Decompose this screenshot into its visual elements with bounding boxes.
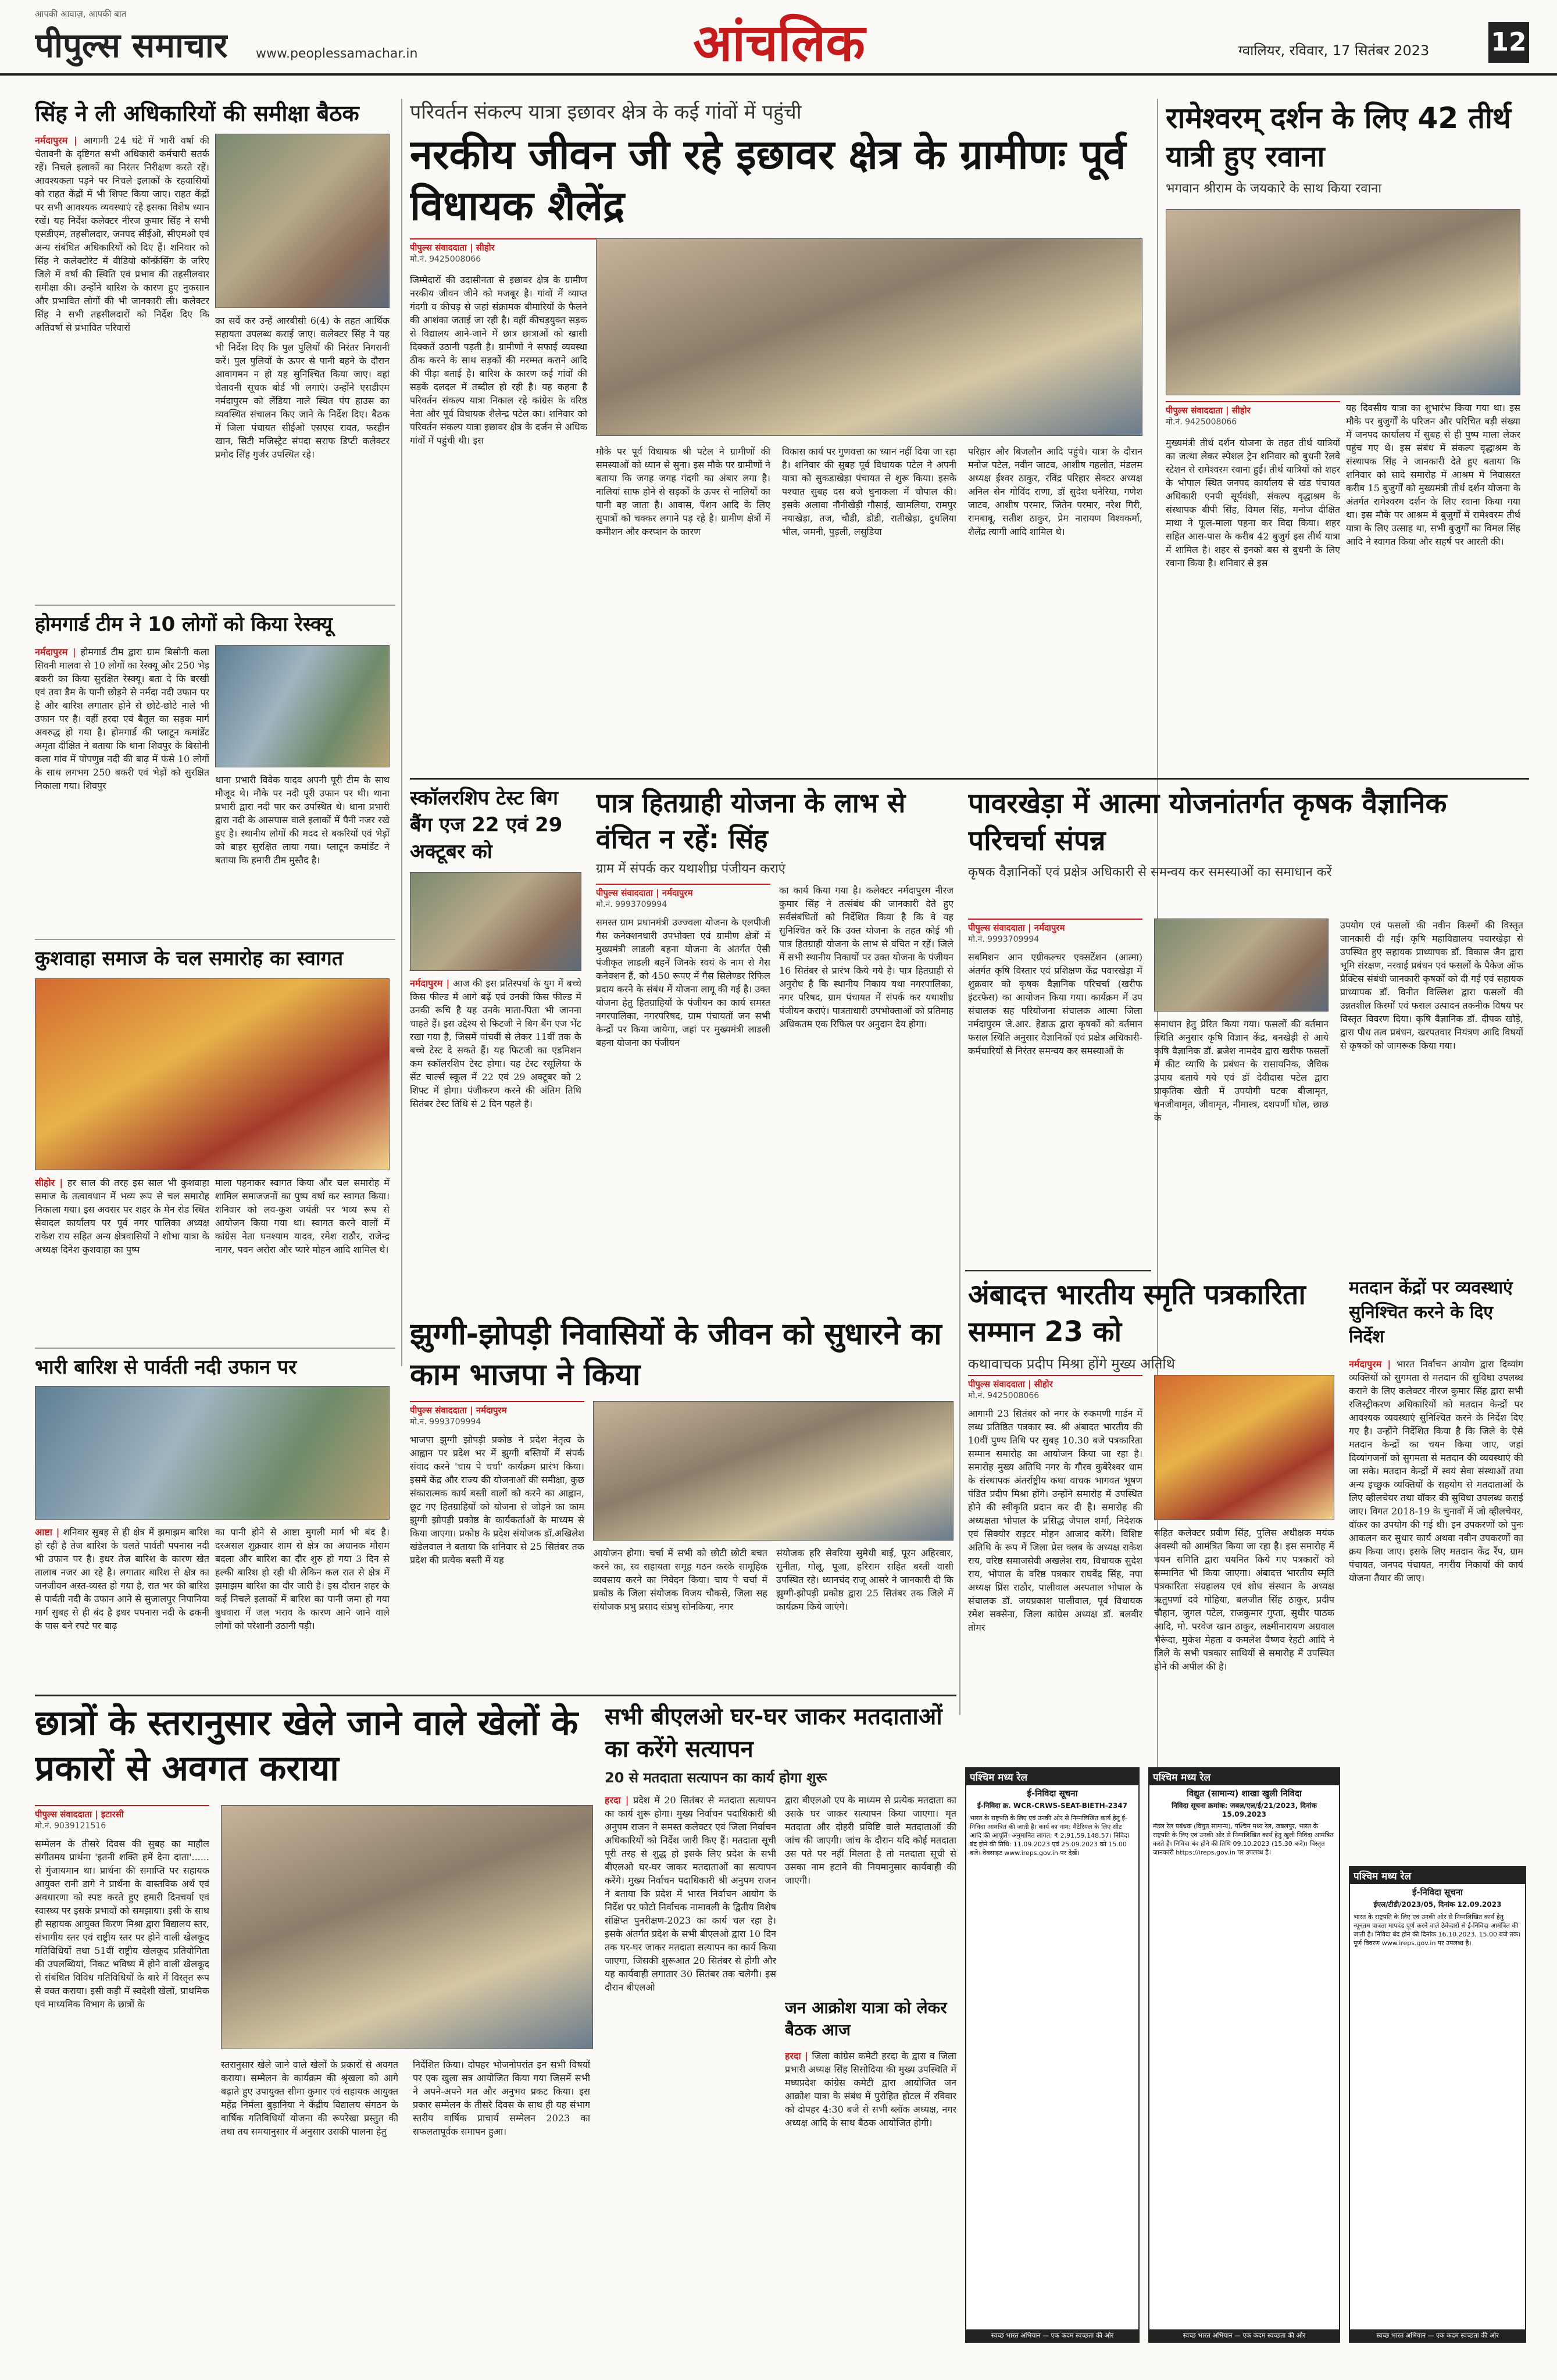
deck: ग्राम में संपर्क कर यथाशीघ्र पंजीयन कराएं: [596, 862, 785, 876]
headline: स्कॉलरशिप टेस्ट बिग बैंग एज 22 एवं 29 अक्टूबर को: [410, 787, 563, 863]
story-body: भाजपा झुग्गी झोपड़ी प्रकोष्ठ ने प्रदेश नेतृत्व के आह्वान पर प्रदेश भर में झुग्गी बस्तियों में संपर्क संवाद करने 'चाय पे चर्चा' कार्यक्रम प्रारंभ किया। इसमें केंद्र और राज्य की योजनाओं की समीक्षा, कुछ संकारात्मक कार्य बस्ती वालों को करने का आह्वान, छूट गए हितग्राहियों को योजना से जोड़ने का काम झुग्गी झोपड़ी प्रकोष्ठ के कार्यकर्ताओं के माध्यम से किया जाएगा। प्रकोष्ठ के प्रदेश संयोजक डॉ.अखिलेश खंडेलवाल ने बताया कि शनिवार से 25 सितंबर तक प्रदेश की प्रत्येक बस्ती में यह: [410, 1434, 584, 1566]
dateline-place: हरदा |: [785, 2050, 809, 2061]
reporter-phone: मो.नं. 9039121516: [35, 1821, 106, 1831]
dateline-place: नर्मदापुरम |: [1349, 1359, 1391, 1370]
reporter-phone: मो.नं. 9425008066: [410, 255, 481, 264]
reporter-phone: मो.नं. 9993709994: [968, 935, 1040, 944]
headline: जन आक्रोश यात्रा को लेकर बैठक आज: [785, 1998, 947, 2039]
story-body-continued: विकास कार्य पर गुणवत्ता का ध्यान नहीं दिया जा रहा है। शनिवार की सुबह पूर्व विधायक पटेल ने अपनी यात्रा को सुकडाखेड़ा पंचायत से शुरू किया। इसके पश्चात सुबह दस बजे धुनाकला में चौपाल की। इसके अलावा नौनीखेड़ी गौसाई, खामलिया, रामपुर नयाखेड़ा, तज, चौडी, डोडी, रातीखेड़ा, दुधलिया भील, जमनी, पुड़ली, लसुडिया: [782, 446, 956, 537]
story-pawarkheda-farmers: [968, 785, 1526, 1267]
story-slum-dwellers: [410, 1314, 956, 1651]
ad-reference: ई-निविदा क्र. WCR-CRWS-SEAT-BIETH-2347: [977, 1802, 1128, 1810]
story-body-continued: द्वारा बीएलओ एप के माध्यम से प्रत्येक मतदाता का उसके घर जाकर सत्यापन किया जाएगा। मृत मतदाता और दोहरी प्रविष्टि वाले मतदाताओं की जांच की जाएगी। जांच के दौरान यदि कोई मतदाता उस पते पर नहीं मिलता है तो मतदाता सूची से उसका नाम हटाने की नियमानुसार कार्यवाही की जाएगी।: [785, 1795, 956, 1886]
headline: नरकीय जीवन जी रहे इछावर क्षेत्र के ग्रामीणः पूर्व विधायक शैलेंद्र: [410, 131, 1126, 230]
ad-footer: स्वच्छ भारत अभियान — एक कदम स्वच्छता की ओर: [1350, 2329, 1525, 2342]
column-rule: [959, 930, 960, 1715]
story-body: प्रदेश में 20 सितंबर से मतदाता सत्यापन का कार्य शुरू होगा। मुख्य निर्वाचन पदाधिकारी श्री अनुपम राजन ने समस्त कलेक्टर एवं जिला निर्वाचन अधिकारियों को निर्देश जारी किए हैं। मतदाता सूची पूरी तरह से शुद्ध हो इसके लिए प्रदेश के सभी बीएलओ घर-घर जाकर मतदाताओं का सत्यापन करेंगे। मुख्य निर्वाचन पदाधिकारी श्री अनुपम राजन ने बताया कि प्रदेश में भारत निर्वाचन आयोग के निर्देश पर फोटो निर्वाचक नामावली के द्वितीय विशेष संक्षिप्त पुनरीक्षण-2023 का कार्य चल रहा है। इसके अंतर्गत प्रदेश के सभी बीएलओ द्वारा 10 दिन तक घर-घर जाकर मतदाता सत्यापन का कार्य किया जाएगा, जिसकी शुरूआत 20 सितंबर से होगी और यह कार्यवाही लगातार 30 सितंबर तक चलेगी। इस दौरान बीएलओ: [605, 1795, 776, 1993]
story-jan-akrosh: [785, 1997, 956, 2189]
story-gas-scheme: [596, 785, 956, 1308]
deck: कथावाचक प्रदीप मिश्रा होंगे मुख्य अतिथि: [968, 1356, 1175, 1372]
headline: भारी बारिश से पार्वती नदी उफान पर: [35, 1356, 297, 1379]
headline: मतदान केंद्रों पर व्यवस्थाएं सुनिश्चित करने के दिए निर्देश: [1349, 1278, 1513, 1347]
story-body: आगामी 23 सितंबर को नगर के रुकमणी गार्डन में लब्ध प्रतिष्ठित पत्रकार स्व. श्री अंबादत भारतीय की 10वीं पुण्य तिथि पर सुबह 10.30 बजे पत्रकारिता सम्मान समारोह का आयोजन किया जा रहा है। समारोह मुख्य अतिथि नगर के गौरव कुबेरेश्वर धाम के संस्थापक अंतर्राष्ट्रीय कथा वाचक भागवत भूषण पंडित प्रदीप मिश्रा होंगे। उन्होंने समारोह में उपस्थित होने की स्वीकृति प्रदान कर दी है। समारोह की अध्यक्षता भोपाल के प्रसिद्ध जैपाल शर्मा, निदेशक एवं सिक्योर राइटर मोहन आजाद करेंगे। विशिष्ट अतिथि के रूप में जिला प्रेस क्लब के अध्यक्ष राकेश राय, वरिष्ठ समाजसेवी अखलेश राय, विधायक सुदेश राय, भोपाल के वरिष्ठ पत्रकार राघवेंद्र सिंह, नपा अध्यक्ष प्रिंस राठौर, पालीवाल अस्पताल भोपाल के संचालक डॉ. जयप्रकाश पालीवाल, पूर्व विधायक रमेश सक्सेना, जिला कांग्रेस अध्यक्ष डॉ. बलवीर तोमर: [968, 1408, 1142, 1633]
ad-body: भारत के राष्ट्रपति के लिए एवं उनकी ओर से निम्नलिखित कार्य हेतु ई-निविदा आमंत्रित की जाती है। कार्य का नाम: मैटेरियल के लिए सीट आदि की आपूर्ति। अनुमानित लागत: ₹ 2,91,59,148.57। निविदा बंद होने की तिथि: 11.09.2023 एवं 25.09.2023 को 15.00 बजे। वेबसाइट www.ireps.gov.in पर देखें।: [970, 1814, 1129, 1857]
photo-rescue: [215, 645, 390, 767]
story-body-continued: का कार्य किया गया है। कलेक्टर नर्मदापुरम नीरज कुमार सिंह ने तत्संबंध की जानकारी देते हुए सर्वसंबंधितों को निर्देशित किया है कि वे यह सुनिश्चित करें कि उक्त योजना के तहत कोई भी पात्र हितग्राही योजना के लाभ से वंचित न रहें। जिले में सभी स्थानीय निकायों पर उक्त योजना के पंजीयन 16 सितंबर से प्रारंभ किये गये है। पात्र हितग्राही से अनुरोध है कि स्थानीय निकाय यथा नगरपालिका, नगर परिषद, ग्राम पंचायत में संपर्क कर यथाशीघ्र पंजीयन कराएं। पात्रताधारी उपभोक्ताओं को प्रतिमाह अधिकतम एक रिफिल पर अनुदान देय होगा।: [779, 885, 954, 1030]
railway-tender-ad[interactable]: [965, 1767, 1140, 2343]
story-body-continued: आयोजन होगा। चर्चा में सभी को छोटी छोटी बचत करने का, स्व सहायता समूह गठन करके सामूहिक व्यवसाय करने का निवेदन किया। चाय पे चर्चा में प्रकोष्ठ के जिला संयोजक विजय चौकसे, जिला सह संयोजक प्रभु प्रसाद संप्रभु सोनकिया, नगर: [593, 1548, 767, 1612]
railway-tender-ad[interactable]: [1148, 1767, 1340, 2343]
dateline-place: नर्मदापुरम |: [35, 135, 77, 146]
story-body: जिम्मेदारों की उदासीनता से इछावर क्षेत्र के ग्रामीण नरकीय जीवन जीने को मजबूर है। गांवों में व्याप्त गंदगी व कीचड़ से जहां संक्रामक बीमारियों के फैलने की आशंका जताई जा रही है। वहीं कीचड़युक्त सड़क से विद्यालय आने-जाने में छात्र छात्राओं को खासी दिक्कतें उठानी पड़ती है। ग्रामीणों ने सफाई व्यवस्था ठीक करने के साथ सड़कों की मरम्मत कराने आदि की पीड़ा बताई है। बारिश के कारण कई गांवों की सड़कें दलदल में तब्दील हो रही है। यह कहना है परिवर्तन संकल्प यात्रा निकाल रहे कांग्रेस के वरिष्ठ नेता और पूर्व विधायक शैलेन्द्र पटेल का। शनिवार को परिवर्तन संकल्प यात्रा इछावर क्षेत्र के दर्जन से अधिक गांवों में पहुंची थी। इस: [410, 274, 587, 446]
headline: झुग्गी-झोपड़ी निवासियों के जीवन को सुधारने का काम भाजपा ने किया: [410, 1317, 942, 1392]
ad-subtitle: ई-निविदा सूचना: [1027, 1788, 1078, 1799]
story-body-continued: का सर्वे कर उन्हें आरबीसी 6(4) के तहत आर्थिक सहायता उपलब्ध कराई जाए। कलेक्टर सिंह ने यह भी निर्देश दिए कि पुल पुलियों की निरंतर निगरानी करें। पुल पुलियों के ऊपर से पानी बहने के दौरान आवागमन न हो यह सुनिश्चित किया जाए। वहां चेतावनी सूचक बोर्ड भी लगाएं। उन्होंने एसडीएम नर्मदापुरम को लेंडिया नाले स्थित पंप हाउस का व्यवस्थित संचालन किए जाने के निर्देश दिए। बैठक में जिला पंचायत सीईओ एसएस रावत, फरहीन खान, सिटी मजिस्ट्रेट संपदा सराफ डिप्टी कलेक्टर प्रमोद सिंह गुर्जर उपस्थित रहे।: [215, 315, 390, 460]
ad-subtitle: विद्युत (सामान्य) शाखा खुली निविदा: [1187, 1788, 1302, 1799]
story-body: सबमिशन आन एग्रीकल्चर एक्सटेंशन (आत्मा) अंतर्गत कृषि विस्तार एवं प्रशिक्षण केंद्र पवारखेड़ा में शुक्रवार को कृषक वैज्ञानिक परिचर्चा (खरीफ इंटरफेस) का आयोजन किया गया। कार्यक्रम में उप संचालक सह परियोजना संचालक आत्मा जिला नर्मदापुरम जे.आर. हेडाऊ द्वारा कृषकों को वर्तमान फसल स्थिति अनुसार वैज्ञानिकों एवं प्रक्षेत्र अधिकारी-कर्मचारियों से निरंतर समन्वय कर समस्याओं के: [968, 952, 1142, 1056]
headline: कुशवाहा समाज के चल समारोह का स्वागत: [35, 947, 344, 970]
headline: सभी बीएलओ घर-घर जाकर मतदाताओं का करेंगे सत्यापन: [605, 1703, 942, 1763]
ad-title: पश्चिम मध्य रेल: [966, 1768, 1138, 1785]
story-body-continued: स्तरानुसार खेले जाने वाले खेलों के प्रकारों से अवगत कराया। सम्मेलन के कार्यक्रम की श्रृंखला को आगे बढ़ाते हुए उपायुक्त सीमा कुमार एवं सहायक आयुक्त महेंद्र निर्मला बुड़ानिया ने केंद्रीय विद्यालय संगठन के वार्षिक गतिविधियों योजना की रूपरेखा प्रस्तुत की तथा तय समयानुसार में अनुसार उसकी पालना हेतु: [221, 2059, 398, 2137]
dateline-place: नर्मदापुरम |: [35, 646, 76, 657]
deck: भगवान श्रीराम के जयकारे के साथ किया रवाना: [1166, 181, 1382, 196]
divider: [35, 939, 395, 940]
story-body: जिला कांग्रेस कमेटी हरदा के द्वारा व जिला प्रभारी अध्यक्ष सिंह सिसोदिया की मुख्य उपस्थिति में मध्यप्रदेश कांग्रेस कमेटी द्वारा आयोजित जन आक्रोश यात्रा के संबंध में पुरोहित होटल में रविवार को दोपहर 4:30 बजे से सभी ब्लॉक अध्यक्ष, नगर अध्यक्ष आदि के साथ बैठक आयोजित होगी।: [785, 2050, 956, 2128]
story-body-continued: उपयोग एवं फसलों की नवीन किस्मों की विस्तृत जानकारी दी गई। कृषि महाविद्यालय पवारखेड़ा से उपस्थित हुए सहायक प्राध्यापक डॉ. विकास जैन द्वारा भूमि संरक्षण, नरवाई प्रबंधन एवं फसलों के पैकेज ऑफ प्रैक्टिस संबंधी जानकारी कृषकों को दी गई एवं सहायक प्राध्यापक डॉ. विनीत विल्लिश द्वारा फसलों की उन्नतशील किस्मों एवं फसल उत्पादन तकनीक विषय पर विस्तृत विवरण दिया। कृषि वैज्ञानिक डॉ. दीपक खोड़े, द्वारा पौध तत्व प्रबंधन, खरपतवार नियंत्रण आदि विषयों से कृषकों को जागरूक किया गया।: [1340, 920, 1523, 1051]
section-title: आंचलिक: [693, 13, 865, 73]
photo-collector: [215, 134, 390, 308]
page-number: 12: [1488, 22, 1529, 63]
reporter-phone: मो.नं. 9425008066: [968, 1391, 1040, 1400]
story-body: आज की इस प्रतिस्पर्धा के युग में बच्चे किस फील्ड में आगे बढ़ें एवं उनकी किस फील्ड में उनकी रूचि है यह उनके माता-पिता भी जानना चाहते हैं। इस उद्देश्य से फिटजी ने बिग बैंग एज भेंट रखा गया है, जिसमें पांचवीं से लेकर 11वीं तक के बच्चे टेस्ट दे सकते हैं। यह फिटजी का एडमिशन कम स्कॉलरशिप टेस्ट होगा। यह टेस्ट रसूलिया के सेंट चार्ल्स स्कूल में 22 एवं 29 अक्टूबर को 2 शिफ्ट में होगा। पंजीकरण करने की अंतिम तिथि सितंबर टेस्ट तिथि से 2 दिन पहले है।: [410, 978, 581, 1109]
headline: होमगार्ड टीम ने 10 लोगों को किया रेस्क्यू: [35, 613, 333, 636]
photo-pilgrims: [1166, 209, 1520, 395]
photo-chai-pe-charcha: [593, 1401, 954, 1541]
reporter-phone: मो.नं. 9425008066: [1166, 417, 1237, 427]
photo-pradeep-mishra: [1154, 1375, 1334, 1520]
byline: पीपुल्स संवाददाता | नर्मदापुरम: [596, 884, 770, 899]
headline: अंबादत्त भारतीय स्मृति पत्रकारिता सम्मान 23 को: [968, 1278, 1306, 1348]
story-kushwaha-procession: [35, 945, 395, 1346]
headline: छात्रों के स्तरानुसार खेले जाने वाले खेलों के प्रकारों से अवगत कराया: [35, 1703, 578, 1789]
story-sports-conference: [35, 1700, 599, 2346]
ad-subtitle: ई-निविदा सूचना: [1412, 1887, 1463, 1897]
story-body-continued: सहित कलेक्टर प्रवीण सिंह, पुलिस अधीक्षक मयंक अवस्थी को आमंत्रित किया जा रहा है। इस समारोह में चयन समिति द्वारा चयनित किये गए पत्रकारों को सम्मानित भी किया जाएगा। अंबादत्त भारतीय स्मृति पत्रकारिता संग्रहालय एवं शोध संस्थान के अध्यक्ष ऋतुपर्णा दवे गोहिया, बलजीत सिंह ठाकुर, प्रदीप चौहान, जुगल पटेल, राजकुमार गुप्ता, सुधीर पाठक आदि, मो. परवेज खान ठाकुर, लक्ष्मीनारायण अग्रवाल भैरूंदा, मुकेश मेहता व कमलेश वैष्णव रेहटी आदि ने जिले के सभी पत्रकार साथियों से समारोह में उपस्थित होने की अपील की है।: [1154, 1527, 1334, 1672]
headline: पात्र हितग्राही योजना के लाभ से वंचित न रहें: सिंह: [596, 787, 906, 855]
railway-tender-ad[interactable]: [1349, 1866, 1526, 2343]
divider: [35, 1348, 395, 1349]
story-body: आगामी 24 घंटे में भारी वर्षा की चेतावनी के दृष्टिगत सभी अधिकारी कर्मचारी सतर्क रहें। निचले इलाकों का निरंतर निरीक्षण करते रहें। आवश्यकता पड़ने पर निचले इलाकों के रहवासियों को राहत केंद्रों में भी शिफ्ट किया जाए। राहत केंद्रों पर सभी आवश्यक व्यवस्थाएं रहे इसका विशेष ध्यान रखें। यह निर्देश कलेक्टर नीरज कुमार सिंह ने सभी एसडीएम, तहसीलदार, जनपद सीईओ, सीएमओ एवं अन्य संबंधित अधिकारियों को दिए हैं। शनिवार को सिंह ने कलेक्टोरेट में वीडियो कॉन्फ्रेंसिंग के जरिए जिले में वर्षा की स्थिति एवं प्रभाव की तहसीलवार समीक्षा की। उन्होंने बारिश के कारण हुए नुकसान और प्रभावित लोगों की भी जानकारी ली। कलेक्टर सिंह ने सभी तहसीलदारों को निर्देश दिए कि अतिवर्षा से प्रभावित परिवारों: [35, 135, 209, 333]
story-body-continued: समाधान हेतु प्रेरित किया गया। फसलों की वर्तमान स्थिति अनुसार कृषि विज्ञान केंद्र, बनखेड़ी से आये कृषि वैज्ञानिक डॉ. ब्रजेश नामदेव द्वारा खरीफ फसलों में कीट व्याधि के प्रबंधन के रासायनिक, जैविक उपाय बताये गये एवं डॉ देवीदास पटेल द्वारा प्राकृतिक खेती में उपयोगी घटक बीजामृत, घनजीवामृत, जीवामृत, नीमास्त्र, दशपर्णी घोल, छाछ के: [1154, 1019, 1329, 1123]
site-url[interactable]: www.peoplessamachar.in: [256, 47, 418, 61]
dateline-place: सीहोर |: [35, 1177, 63, 1188]
deck: कृषक वैज्ञानिकों एवं प्रक्षेत्र अधिकारी से समन्वय कर समस्याओं का समाधान करें: [968, 865, 1332, 880]
story-body-continued: थाना प्रभारी विवेक यादव अपनी पूरी टीम के साथ मौजूद थे। मौके पर नदी पूरी उफान पर थी। थाना प्रभारी द्वारा नदी पार कर उपस्थित थे। थाना प्रभारी द्वारा नदी के आसपास वाले इलाकों में पैनी नजर रखे हुए है। स्थानीय लोगों की मदद से बकरियों एवं भेड़ों को बाहर सुरक्षित लाया गया। प्लाटून कमांडेंट ने बताया कि हमारी टीम मुस्तैद है।: [215, 774, 390, 866]
story-body: हर साल की तरह इस साल भी कुशवाहा समाज के तत्वावधान में भव्य रूप से चल समारोह निकाला गया। इस अवसर पर शहर के मेन रोड स्थित सेवादल कार्यालय पर पूर्व नगर पालिका अध्यक्ष राकेश राय सहित अन्य क्षेत्रवासियों ने शोभा यात्रा के अध्यक्ष दिनेश कुशवाहा का पुष्प: [35, 1177, 209, 1255]
dateline-place: हरदा |: [605, 1795, 629, 1806]
divider: [965, 778, 1529, 780]
story-body: मुख्यमंत्री तीर्थ दर्शन योजना के तहत तीर्थ यात्रियों का जत्था लेकर स्पेशल ट्रेन शनिवार को बुधनी रेलवे स्टेशन से रामेश्वरम रवाना हुई। तीर्थ यात्रियों को शहर के भोपाल स्थित जनपद कार्यालय से खंड पंचायत अधिकारी एनपी सूर्यवंशी, संकल्प वृद्धाश्रम के संस्थापक बीपी सिंह, विमल सिंह, मनोज दीक्षित माथा ने फूल-माला पहना कर विदा किया। शहर सहित आस-पास के करीब 42 बुजुर्ग इस तीर्थ यात्रा में शामिल है। शहर से इनको बस से बुधनी के लिए रवाना किया है। शनिवार से इस: [1166, 437, 1340, 569]
photo-scholarship: [410, 872, 581, 971]
story-review-meeting: [35, 99, 395, 605]
byline: पीपुल्स संवाददाता | नर्मदापुरम: [968, 919, 1142, 934]
story-ambadatt-award: [968, 1276, 1340, 1759]
ad-footer: स्वच्छ भारत अभियान — एक कदम स्वच्छता की ओर: [1149, 2329, 1339, 2342]
divider: [35, 1695, 956, 1696]
ad-title: पश्चिम मध्य रेल: [1350, 1867, 1525, 1884]
story-body: होमगार्ड टीम द्वारा ग्राम बिसोनी कला सिवनी मालवा से 10 लोगों का रेस्क्यू और 250 भेड़ बकरी का किया सुरक्षित रेस्क्यू। बता दे कि बरखी एवं तवा डैम के पानी छोड़ने से नर्मदा नदी उफान पर है और बारिश लगातार होने से छोटे-छोटे नाले भी उफान पर है। वहीं हरदा एवं बैतूल का सड़क मार्ग अवरुद्ध हो गया है। होमगार्ड की प्लाटून कमांडेंट अमृता दीक्षित ने बताया कि थाना शिवपुर के बिसोनी कला गांव में पोपणुन्न नदी की बाढ़ में फंसे 10 लोगों के साथ लगभग 250 बकरी एवं भेड़ों को सुरक्षित निकाला गया। शिवपुर: [35, 646, 209, 791]
byline: पीपुल्स संवाददाता | सीहोर: [968, 1375, 1142, 1390]
ad-title: पश्चिम मध्य रेल: [1149, 1768, 1339, 1785]
reporter-phone: मो.नं. 9993709994: [596, 900, 667, 909]
dateline-place: आष्टा |: [35, 1527, 60, 1538]
ad-footer: स्वच्छ भारत अभियान — एक कदम स्वच्छता की ओर: [966, 2329, 1138, 2342]
ad-body: भारत के राष्ट्रपति के लिए एवं उनकी ओर से निम्नलिखित कार्य हेतु न्यूनतम पात्रता मापदंड पूर्ण करने वाले ठेकेदारों से ई-निविदा आमंत्रित की जाती है। निविदा बंद होने की दिनांक 16.10.2023, 15.00 बजे तक। पूर्ण विवरण www.ireps.gov.in पर उपलब्ध है।: [1354, 1913, 1521, 1947]
story-scholarship-test: [410, 785, 584, 1308]
story-body-continued: का पानी होने से आष्टा मुगली मार्ग भी बंद है। दरअसल शुक्रवार शाम से क्षेत्र का अचानक मौसम बदला और बारिश का दौर शुरु हो गया 3 दिन से हल्की बारिश हो रही थी लेकिन कल रात से क्षेत्र में झमाझम बारिश का दौर जारी है। इस दौरान शहर के कई निचले इलाकों में बारिश का पानी जमा हो गया बुधवारा में जल भराव के कारण आने जाने वाले लोगों को परेशानी उठानी पड़ी।: [215, 1527, 390, 1631]
column-rule: [401, 99, 402, 1366]
byline: पीपुल्स संवाददाता | नर्मदापुरम: [410, 1401, 584, 1416]
ad-body: मंडल रेल प्रबंधक (विद्युत सामान्य), पश्चिम मध्य रेल, जबलपुर, भारत के राष्ट्रपति के लिए एवं उनकी ओर से निम्नलिखित कार्य हेतु खुली निविदा आमंत्रित करते हैं। निविदा बंद होने की तिथि 09.10.2023 (15.30 बजे)। विस्तृत जानकारी https://ireps.gov.in पर उपलब्ध है।: [1153, 1822, 1334, 1856]
deck: 20 से मतदाता सत्यापन का कार्य होगा शुरू: [605, 1770, 827, 1786]
headline: पावरखेड़ा में आत्मा योजनांतर्गत कृषक वैज्ञानिक परिचर्चा संपन्न: [968, 787, 1447, 857]
headline: रामेश्वरम् दर्शन के लिए 42 तीर्थ यात्री हुए रवाना: [1166, 101, 1511, 173]
reporter-phone: मो.नं. 9993709994: [410, 1417, 481, 1427]
photo-procession: [35, 978, 390, 1170]
story-polling-booths: [1349, 1276, 1526, 1857]
divider: [35, 605, 395, 606]
masthead: [0, 0, 1557, 76]
story-parvati-flood: [35, 1353, 395, 1691]
story-body-continued: निर्देशित किया। दोपहर भोजनोपरांत इन सभी विषयों पर एक खुला सत्र आयोजित किया गया जिसमें सभी ने अपने-अपने मत और अनुभव प्रकट किया। इस प्रकार सम्मेलन के तीसरे दिवस के साथ ही यह संभाग स्तरीय वार्षिक प्राचार्य सम्मेलन 2023 का सफलतापूर्वक समापन हुआ।: [413, 2059, 590, 2137]
story-body: शनिवार सुबह से ही क्षेत्र में झमाझम बारिश हो रही है तेज बारिश के चलते पार्वती पपनास नदी भी उफान पर है। इधर तेज बारिश के कारण खेत तालाब नजर आ रहे है। लगातार बारिश से क्षेत्र का जनजीवन अस्त-व्यस्त हो गया है, रात भर की बारिश से पार्वती नदी के उफान आने से सुजालपुर निपानिया मार्ग सुबह से ही बंद है इधर पपनास नदी के ढकनी के पास बने रपटे पर बाढ़: [35, 1527, 209, 1631]
byline: पीपुल्स संवाददाता | सीहोर: [410, 238, 631, 253]
story-body: समस्त ग्राम प्रधानमंत्री उज्ज्वला योजना के एलपीजी गैस कनेक्शनधारी उपभोक्ता एवं ग्रामीण क्षेत्रों में मुख्यमंत्री लाडली बहना योजना के अंतर्गत ऐसी पंजीकृत लाडली बहनें जिनके स्वयं के नाम से गैस कनेक्शन हैं, को 450 रूपए में गैस सिलेण्डर रिफिल प्रदाय करने के संबंध में योजना लागू की गई है। उक्त योजना हेतु हितग्राहियों के पंजीयन का कार्य समस्त नगरपालिका, नगरपरिषद, ग्राम पंचायतों जन सभी केन्द्रों पर किया जायेगा, जहां पर मुख्यमंत्री लाडली बहना योजना का पंजीयन: [596, 917, 770, 1048]
ad-reference: ईएल/टीडी/2023/05, दिनांक 12.09.2023: [1373, 1900, 1502, 1909]
story-body-continued: संयोजक हरि सेवरिया सुमेधी बाई, पूरन अहिरवार, सुनीता, गोलू, पूजा, हरिराम सहित बस्ती वासी उपस्थित रहे। ध्यानचंद राजू आसरे ने जानकारी दी कि झुग्गी-झोपड़ी प्रकोष्ठ द्वारा 25 सितंबर तक जिले में कार्यक्रम किये जाएंगे।: [776, 1548, 954, 1612]
story-lead-ichhawar: [410, 99, 1148, 773]
dateline-place: नर्मदापुरम |: [410, 978, 450, 989]
photo-chaupal: [596, 238, 1142, 436]
story-body-continued: यह दिवसीय यात्रा का शुभारंभ किया गया था। इस मौके पर बुजुर्गों के परिजन और परिचित बड़ी संख्या में जनपद कार्यालय में सुबह से ही पुष्प माला लेकर पहुंच गए थे। इस संबंध में संकल्प वृद्धाश्रम के संस्थापक सिंह ने जानकारी देते हुए बताया कि शनिवार को सादे समारोह में आश्रम में निवासरत करीब 15 बुजुर्गों को मुख्यमंत्री तीर्थ दर्शन योजना के अंतर्गत रामेश्वरम दर्शन के लिए रवाना किया गया था। इस मौके पर आश्रम में बुजुर्गों में रामेश्वरम तीर्थ यात्रा के लिए उत्साह था, सभी बुजुर्गों का विमल सिंह आदि ने स्वागत किया और सहर्ष पर आरती की।: [1346, 402, 1520, 547]
story-body: भारत निर्वाचन आयोग द्वारा दिव्यांग व्यक्तियों को सुगमता से मतदान की सुविधा उपलब्ध कराने के लिए कलेक्टर नीरज कुमार सिंह द्वारा सभी रजिस्ट्रीकरण अधिकारियों को मतदान केन्द्रों पर आवश्यक व्यवस्थाएं सुनिश्चित करने के निर्देश दिए गए है। उन्होंने निर्देशित किया है कि जिले के ऐसे मतदान केन्द्रों का चयन किया जाए, जहां दिव्यांगजनों को सुगमता से मतदान की व्यवस्थाएं की जा सके। मतदान केन्द्रों में स्वयं सेवा संस्थाओं तथा अन्य इच्छुक व्यक्तियों के सहयोग से मतदाताओं के लिए व्हीलचेयर तथा वॉकर की सुविधा उपलब्ध कराई जाए। विगत 2018-19 के चुनावों में जो व्हीलचेयर, वॉकर का उपयोग की गई थी। इन उपकरणों को पुनः आकलन कर सुधार कार्य अथवा नवीन उपकरणों का क्रय किया जाए। इसके लिए मतदान केंद्र रैंप, ग्राम पंचायत, जनपद पंचायत, नगरीय निकायों की कार्य योजना तैयार की जाए।: [1349, 1359, 1523, 1584]
photo-farmers-meet: [1154, 919, 1329, 1012]
byline: पीपुल्स संवाददाता | सीहोर: [1166, 401, 1340, 416]
story-homeguard-rescue: [35, 610, 395, 936]
brand-tagline: आपकी आवाज़, आपकी बात: [35, 9, 127, 19]
headline: सिंह ने ली अधिकारियों की समीक्षा बैठक: [35, 101, 359, 126]
photo-river: [35, 1386, 390, 1520]
story-body-continued: माला पहनाकर स्वागत किया और चल समारोह में शामिल समाजजनों का पुष्प वर्षा कर स्वागत किया। शनिवार को लव-कुश जयंती पर भव्य रूप से आयोजन किया गया था। स्वागत करने वालों में कांग्रेस नेता घनश्याम यादव, रमेश राठौर, राजेन्द्र नागर, पवन अरोरा और प्यारे मोहन आदि शामिल थे।: [215, 1177, 390, 1255]
kicker: परिवर्तन संकल्प यात्रा इछावर क्षेत्र के कई गांवों में पहुंची: [410, 101, 802, 124]
story-body-continued: मौके पर पूर्व विधायक श्री पटेल ने ग्रामीणों की समस्याओं को ध्यान से सुना। इस मौके पर ग्रामीणों ने बताया कि जगह जगह गंदगी का अंबार लगा है। नालियां साफ होने से सड़कों के ऊपर से नालियों का पानी बह जाता है। आवास, पेंशन आदि के लिए सुपात्रों को चक्कर लगाने पड़ रहे है। ग्रामीण क्षेत्रों में कमीशन और करप्शन के कारण: [596, 446, 770, 537]
byline: पीपुल्स संवाददाता | इटारसी: [35, 1805, 209, 1820]
ad-reference: निविदा सूचना क्रमांक: जबल/एल/ई/21/2023, दिनांक 15.09.2023: [1172, 1802, 1317, 1818]
story-body-continued: परिहार और बिजलौन आदि पहुंचे। यात्रा के दौरान मनोज पटेल, नवीन जाटव, आशीष गहलोत, मंडलम अध्यक्ष ईश्वर ठाकुर, रविंद्र परिहार सेक्टर अध्यक्ष अनिल सेन गोविंद राणा, डॉ सुदेश घनेरिया, गणेश जाटव, आशीष परमार, जितेन परमार, नरेश गिरी, रामबाबू, सतीश ठाकुर, प्रेम नारायण विश्वकर्मा, शैलेंद्र त्यागी आदि शामिल थे।: [968, 446, 1142, 537]
dateline: ग्वालियर, रविवार, 17 सितंबर 2023: [1238, 42, 1430, 59]
photo-conference: [221, 1805, 593, 2049]
divider: [965, 1270, 1151, 1271]
story-body: सम्मेलन के तीसरे दिवस की सुबह का माहौल संगीतमय प्रार्थना 'इतनी शक्ति हमें देना दाता'...... से गुंजायमान था। प्रार्थना की समाप्ति पर सहायक आयुक्त रानी डागे ने प्रार्थना के वास्तविक अर्थ एवं अवधारणा को स्पष्ट करते हुए हमारी दिनचर्या एवं स्वास्थ्य पर इसके प्रभावों को समझाया। इसी के साथ ही सहायक आयुक्त किरण मिश्रा द्वारा विद्यालय स्तर, संभागीय स्तर एवं राष्ट्रीय स्तर पर होने वाली खेलकूद गतिविधियों तथा 51वीं राष्ट्रीय खेलकूद प्रतियोगिता की उपलब्धियां, निकट भविष्य में होने वाली खेलकूद से संबंधित विविध गतिविधियों के बारे में विस्तृत रूप से वक्त कराया। इसी कड़ी में स्वदेशी खेलों, प्राथमिक एवं माध्यमिक विभाग के छात्रों के: [35, 1838, 209, 2010]
brand-logo: पीपुल्स समाचार: [35, 26, 228, 65]
story-blo-verification: [605, 1700, 959, 2189]
